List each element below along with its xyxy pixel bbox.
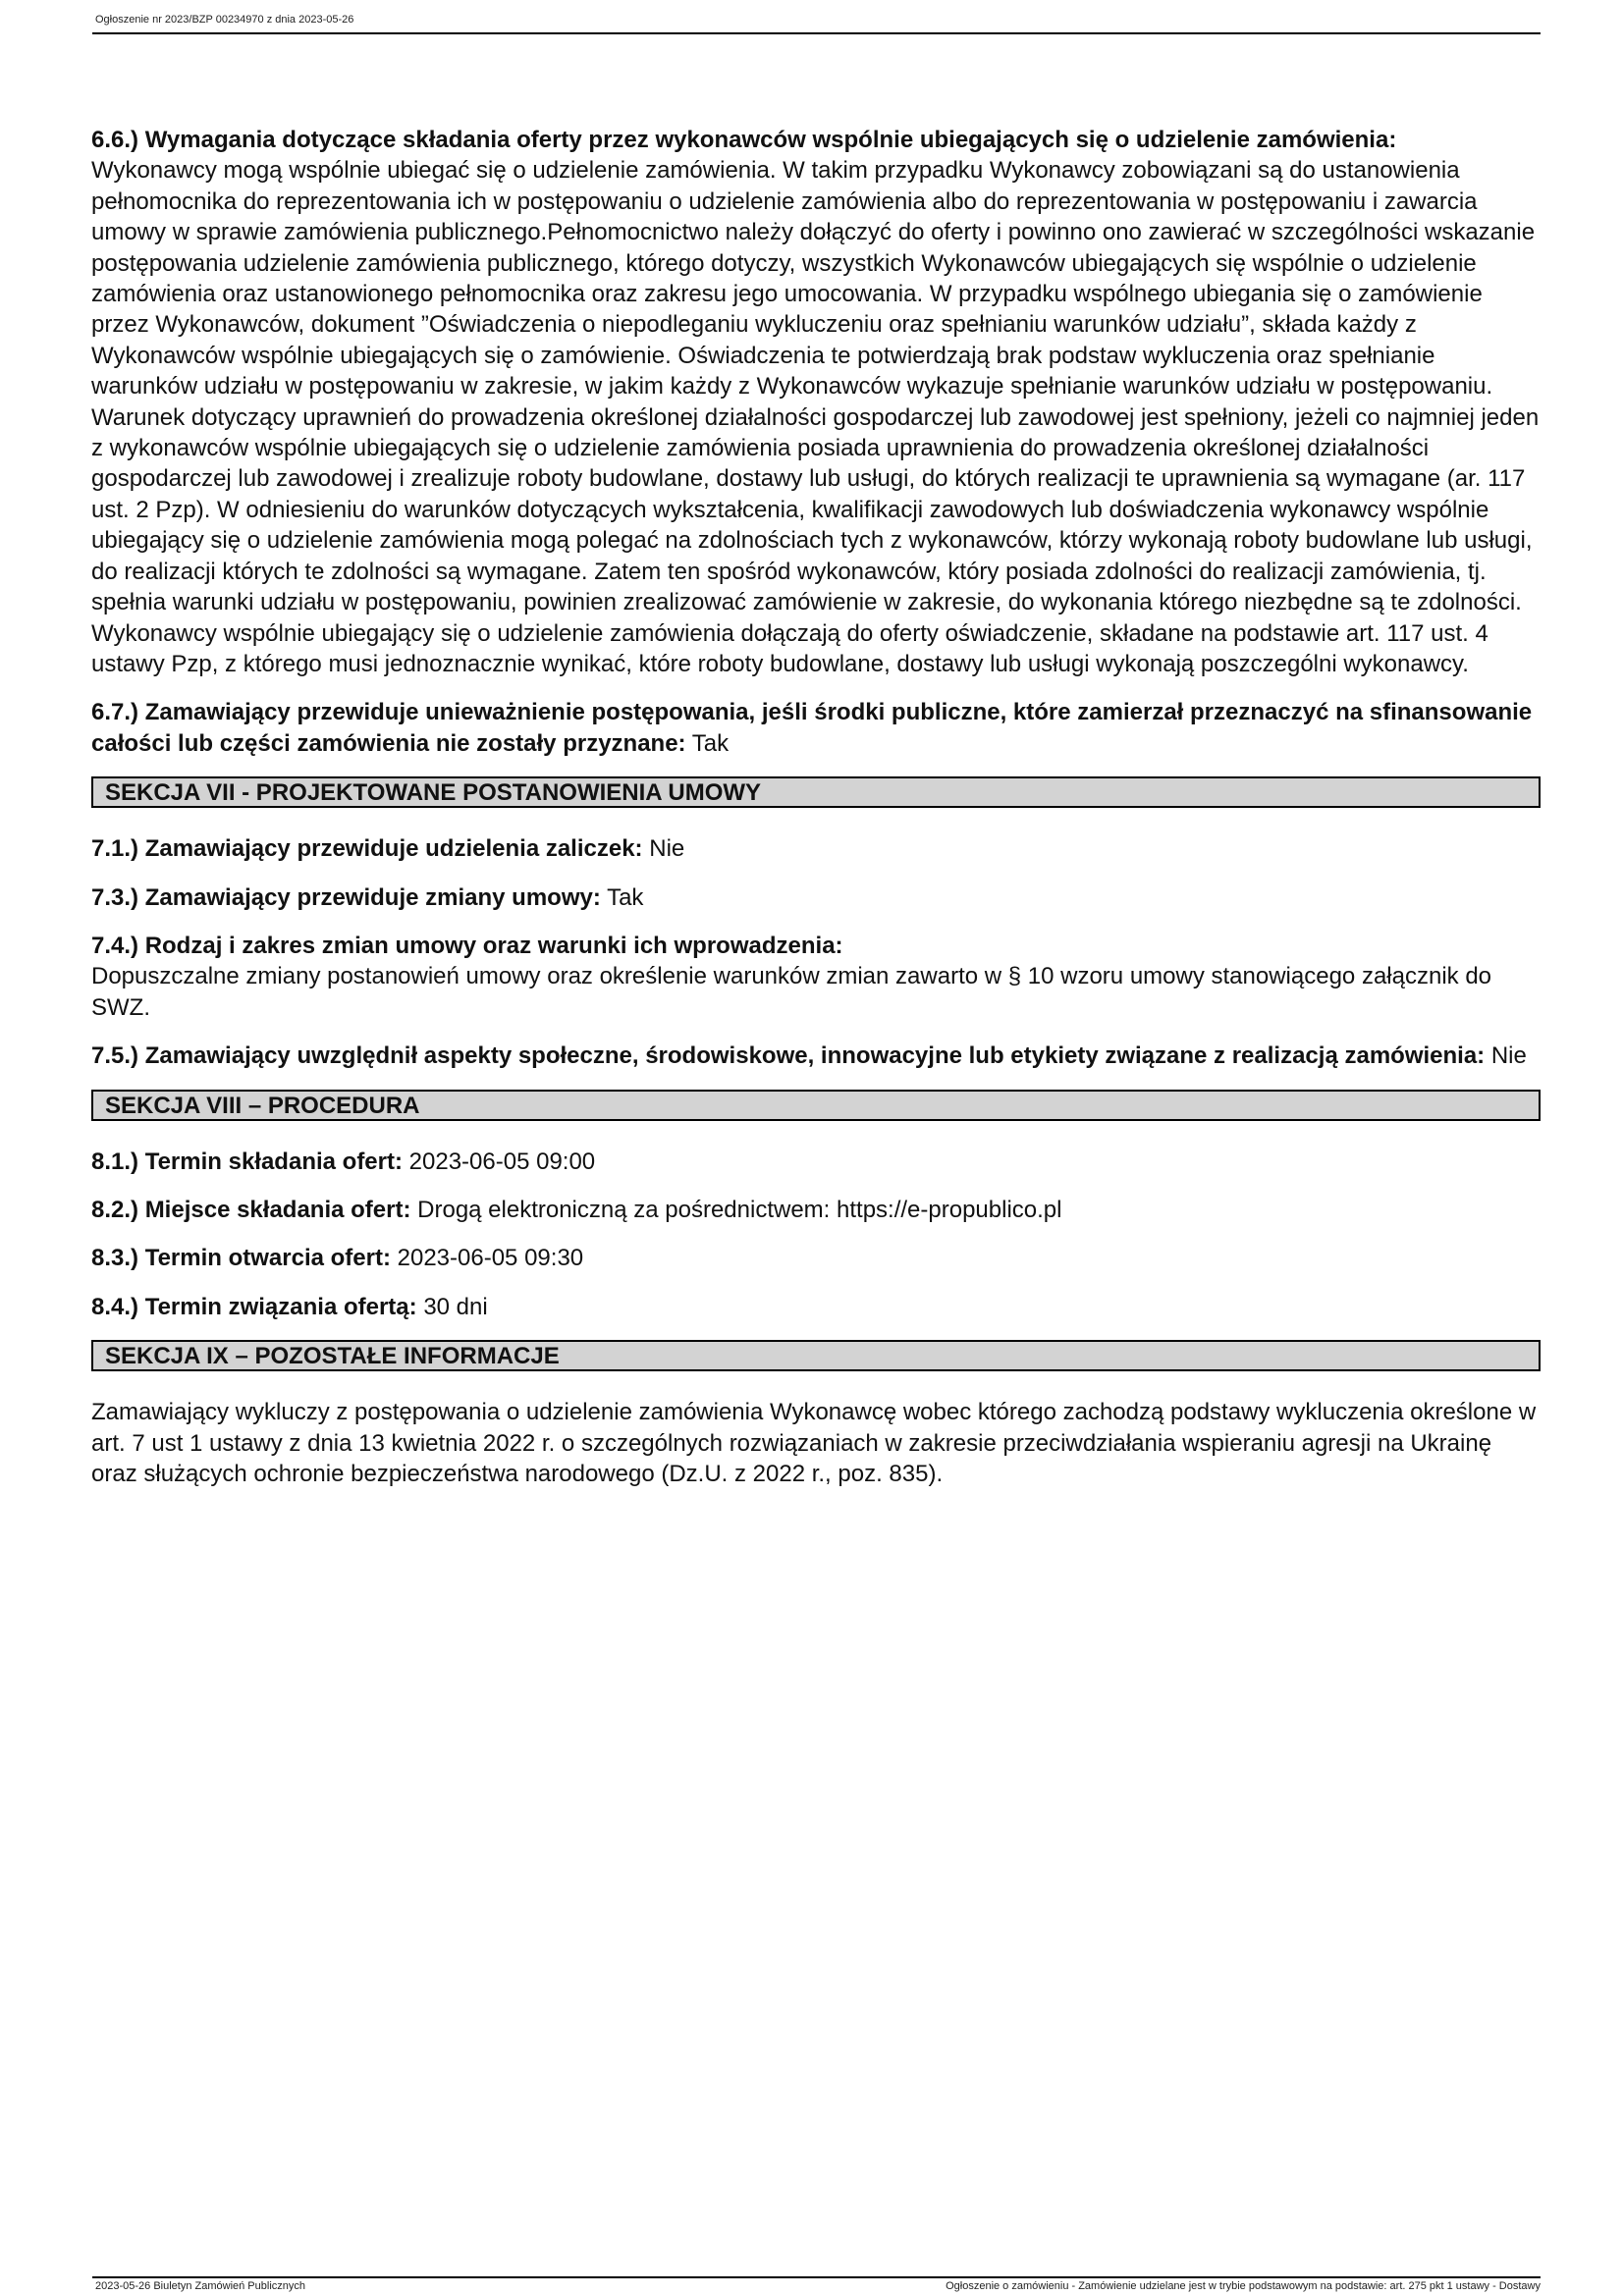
answer-7-3: Tak [607,883,644,911]
answer-8-3: 2023-06-05 09:30 [397,1245,584,1272]
section-7-5 [91,1041,1541,1071]
answer-7-1: Nie [649,835,685,863]
section-vii-header: SEKCJA VII - PROJEKTOWANE POSTANOWIENIA UMOWY [91,776,1541,808]
section-8-4 [91,1292,1541,1322]
question-7-3: 7.3.) Zamawiający przewiduje zmiany umowy: [91,883,601,911]
section-8-2 [91,1195,1541,1225]
footer-left: 2023-05-26 Biuletyn Zamówień Publicznych [95,2280,306,2292]
section-viii-header: SEKCJA VIII – PROCEDURA [91,1090,1541,1121]
answer-8-2: Drogą elektroniczną za pośrednictwem: https://e-propublico.pl [417,1196,1062,1223]
answer-7-4: Dopuszczalne zmiany postanowień umowy oraz określenie warunków zmian zawarto w § 10 wzoru umowy stanowiącego załącznik do SWZ. [91,963,1492,1021]
document-content [91,125,1541,1489]
answer-6-7: Tak [691,729,730,757]
question-8-3: 8.3.) Termin otwarcia ofert: [91,1245,391,1272]
section-8-1 [91,1147,1541,1177]
answer-8-4: 30 dni [423,1293,488,1320]
section-7-1 [91,833,1541,864]
question-7-4: 7.4.) Rodzaj i zakres zmian umowy oraz warunki ich wprowadzenia: [91,932,843,959]
question-6-7: 6.7.) Zamawiający przewiduje unieważnienie postępowania, jeśli środki publiczne, które zamierzał przeznaczyć na sfinansowanie całości lub części zamówienia nie zostały przyznane: [91,699,1533,757]
header-divider [92,32,1541,34]
page-header: Ogłoszenie nr 2023/BZP 00234970 z dnia 2023-05-26 [95,14,354,26]
section-7-3 [91,882,1541,913]
section-ix-text: Zamawiający wykluczy z postępowania o udzielenie zamówienia Wykonawcę wobec którego zachodzą podstawy wykluczenia określone w art. 7 ust 1 ustawy z dnia 13 kwietnia 2022 r. o szczególnych rozwiązaniach w zakresie przeciwdziałania wspieraniu agresji na Ukrainę oraz służących ochronie bezpieczeństwa narodowego (Dz.U. z 2022 r., poz. 835). [91,1399,1537,1487]
question-8-4: 8.4.) Termin związania ofertą: [91,1293,417,1320]
answer-6-6: Wykonawcy mogą wspólnie ubiegać się o udzielenie zamówienia. W takim przypadku Wykonawcy zobowiązani są do ustanowienia pełnomocnika do reprezentowania ich w postępowaniu o udzielenie zamówienia albo do reprezentowania w postępowaniu i zawarcia umowy w sprawie zamówienia publicznego.Pełnomocnictwo należy dołączyć do oferty i powinno ono zawierać w szczególności wskazanie postępowania udzielenie zamówienia publicznego, którego dotyczy, wszystkich Wykonawców ubiegających się wspólnie o udzielenie zamówienia oraz ustanowionego pełnomocnika oraz zakresu jego umocowania. W przypadku wspólnego ubiegania się o zamówienie przez Wykonawców, dokument ”Oświadczenia o niepodleganiu wykluczeniu oraz spełnianiu warunków udziału”, składa każdy z Wykonawców wspólnie ubiegających się o zamówienie. Oświadczenia te potwierdzają brak podstaw wykluczenia oraz spełnianie warunków udziału w postępowaniu w zakresie, w jakim każdy z Wykonawców wykazuje spełnianie warunków udziału w postępowaniu. Warunek dotyczący uprawnień do prowadzenia określonej działalności gospodarczej lub zawodowej jest spełniony, jeżeli co najmniej jeden z wykonawców wspólnie ubiegających się o udzielenie zamówienia posiada uprawnienia do prowadzenia określonej działalności gospodarczej lub zawodowej i zrealizuje roboty budowlane, dostawy lub usługi, do których realizacji te uprawnienia są wymagane (ar. 117 ust. 2 Pzp). W odniesieniu do warunków dotyczących wykształcenia, kwalifikacji zawodowych lub doświadczenia wykonawcy wspólnie ubiegający się o udzielenie zamówienia mogą polegać na zdolnościach tych z wykonawców, którzy wykonają roboty budowlane lub usługi, do realizacji których te zdolności są wymagane. Zatem ten spośród wykonawców, który posiada zdolności do realizacji zamówienia, tj. spełnia warunki udziału w postępowaniu, powinien zrealizować zamówienie w zakresie, do wykonania którego niezbędne są te zdolności. Wykonawcy wspólnie ubiegający się o udzielenie zamówienia dołączają do oferty oświadczenie, składane na podstawie art. 117 ust. 4 ustawy Pzp, z którego musi jednoznacznie wynikać, które roboty budowlane, dostawy lub usługi wykonają poszczególni wykonawcy. [91,157,1540,677]
footer-right: Ogłoszenie o zamówieniu - Zamówienie udzielane jest w trybie podstawowym na podstawie: art. 275 pkt 1 ustawy - Dostawy [946,2280,1541,2292]
answer-8-1: 2023-06-05 09:00 [408,1148,596,1175]
section-8-3 [91,1243,1541,1273]
section-6-7 [91,697,1541,759]
question-8-2: 8.2.) Miejsce składania ofert: [91,1196,411,1223]
section-ix-header: SEKCJA IX – POZOSTAŁE INFORMACJE [91,1340,1541,1371]
section-6-6 [91,125,1541,679]
footer-divider [92,2276,1541,2278]
question-8-1: 8.1.) Termin składania ofert: [91,1148,403,1175]
section-7-4 [91,931,1541,1023]
answer-7-5: Nie [1490,1042,1527,1070]
question-7-5: 7.5.) Zamawiający uwzględnił aspekty społeczne, środowiskowe, innowacyjne lub etykiety związane z realizacją zamówienia: [91,1042,1486,1070]
question-7-1: 7.1.) Zamawiający przewiduje udzielenia zaliczek: [91,835,643,863]
question-6-6: 6.6.) Wymagania dotyczące składania oferty przez wykonawców wspólnie ubiegających się o udzielenie zamówienia: [91,127,1397,153]
